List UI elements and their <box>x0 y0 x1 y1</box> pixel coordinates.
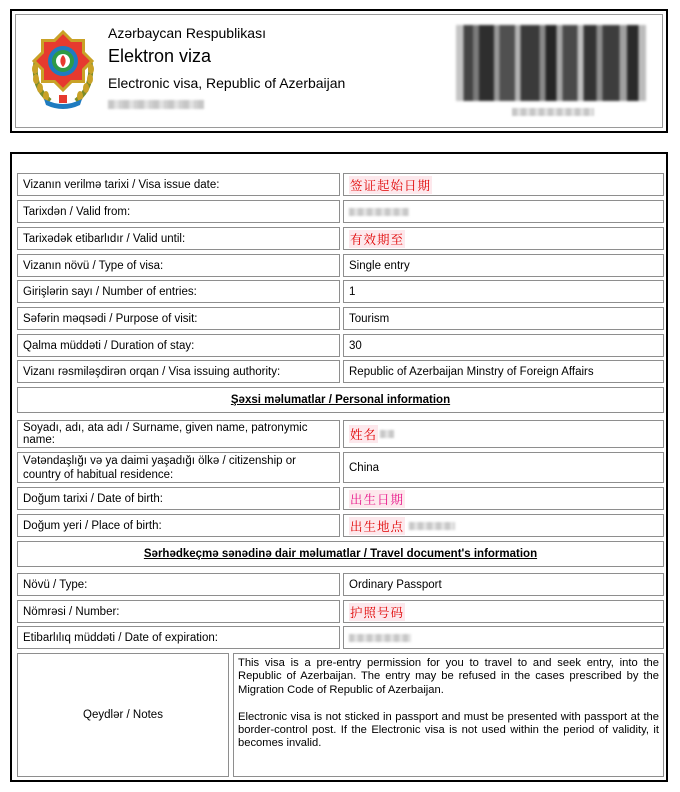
personal-info-heading: Şəxsi məlumatlar / Personal information <box>17 387 664 413</box>
birth-date-label: Doğum tarixi / Date of birth: <box>17 487 340 510</box>
birth-date-text: 出生日期 <box>349 490 405 508</box>
redacted-reference <box>108 100 204 109</box>
visa-type-value: Single entry <box>343 254 664 277</box>
birth-place-label: Doğum yeri / Place of birth: <box>17 514 340 537</box>
header-text-block <box>108 24 345 92</box>
valid-until-label: Tarixədək etibarlıdır / Valid until: <box>17 227 340 250</box>
duration-label: Qalma müddəti / Duration of stay: <box>17 334 340 357</box>
issue-date-text: 签证起始日期 <box>349 176 432 194</box>
authority-value: Republic of Azerbaijan Minstry of Foreign Affairs <box>343 360 664 383</box>
valid-until-value <box>343 227 664 250</box>
document-type-value: Ordinary Passport <box>343 573 664 596</box>
document-subtitle: Electronic visa, Republic of Azerbaijan <box>108 75 346 91</box>
full-name-value <box>343 420 664 448</box>
issue-date-value <box>343 173 664 196</box>
issue-date-label: Vizanın verilmə tarixi / Visa issue date: <box>17 173 340 196</box>
redacted-valid-from <box>349 208 409 216</box>
travel-document-heading: Sərhədkeçmə sənədinə dair məlumatlar / Travel document's information <box>17 541 664 567</box>
visa-details-table <box>10 152 668 782</box>
purpose-label: Səfərin məqsədi / Purpose of visit: <box>17 307 340 330</box>
document-title: Elektron viza <box>108 46 212 66</box>
birth-date-value <box>343 487 664 510</box>
republic-name: Azərbaycan Respublikası <box>108 25 266 41</box>
citizenship-value: China <box>343 452 664 483</box>
redacted-barcode-number <box>512 108 594 116</box>
birth-place-text: 出生地点 <box>349 517 405 535</box>
document-type-label: Növü / Type: <box>17 573 340 596</box>
valid-from-value <box>343 200 664 223</box>
passport-number-text: 护照号码 <box>349 603 405 621</box>
duration-value: 30 <box>343 334 664 357</box>
valid-from-label: Tarixdən / Valid from: <box>17 200 340 223</box>
entries-value: 1 <box>343 280 664 303</box>
valid-until-text: 有效期至 <box>349 230 405 248</box>
entries-label: Girişlərin sayı / Number of entries: <box>17 280 340 303</box>
birth-place-value <box>343 514 664 537</box>
purpose-value: Tourism <box>343 307 664 330</box>
notes-paragraph-1: This visa is a pre-entry permission for you to travel to and seek entry, into the Republic of Azerbaijan. The entry may be refused in the cases prescribed by the Migration Code of Republic of Azerbaijan. <box>238 657 659 696</box>
visa-header <box>10 9 668 133</box>
full-name-text: 姓名 <box>349 425 378 443</box>
visa-type-label: Vizanın növü / Type of visa: <box>17 254 340 277</box>
redacted-expiration <box>349 634 411 642</box>
expiration-value <box>343 626 664 649</box>
redacted-birth-place <box>409 522 455 530</box>
expiration-label: Etibarlılıq müddəti / Date of expiration: <box>17 626 340 649</box>
redacted-barcode <box>456 25 646 101</box>
notes-paragraph-2: Electronic visa is not sticked in passport and must be presented with passport at the border-control post. If the Electronic visa is not used within the period of validity, it becomes invalid. <box>238 710 659 750</box>
redacted-name <box>380 430 394 438</box>
notes-text <box>233 653 664 777</box>
passport-number-value <box>343 600 664 623</box>
full-name-label: Soyadı, adı, ata adı / Surname, given name, patronymic name: <box>17 420 340 448</box>
passport-number-label: Nömrəsi / Number: <box>17 600 340 623</box>
notes-label: Qeydlər / Notes <box>17 653 229 777</box>
authority-label: Vizanı rəsmiləşdirən orqan / Visa issuing authority: <box>17 360 340 383</box>
citizenship-label: Vətəndaşlığı və ya daimi yaşadığı ölkə / citizenship or country of habitual residence: <box>17 452 340 483</box>
azerbaijan-coat-of-arms-icon <box>26 25 100 109</box>
